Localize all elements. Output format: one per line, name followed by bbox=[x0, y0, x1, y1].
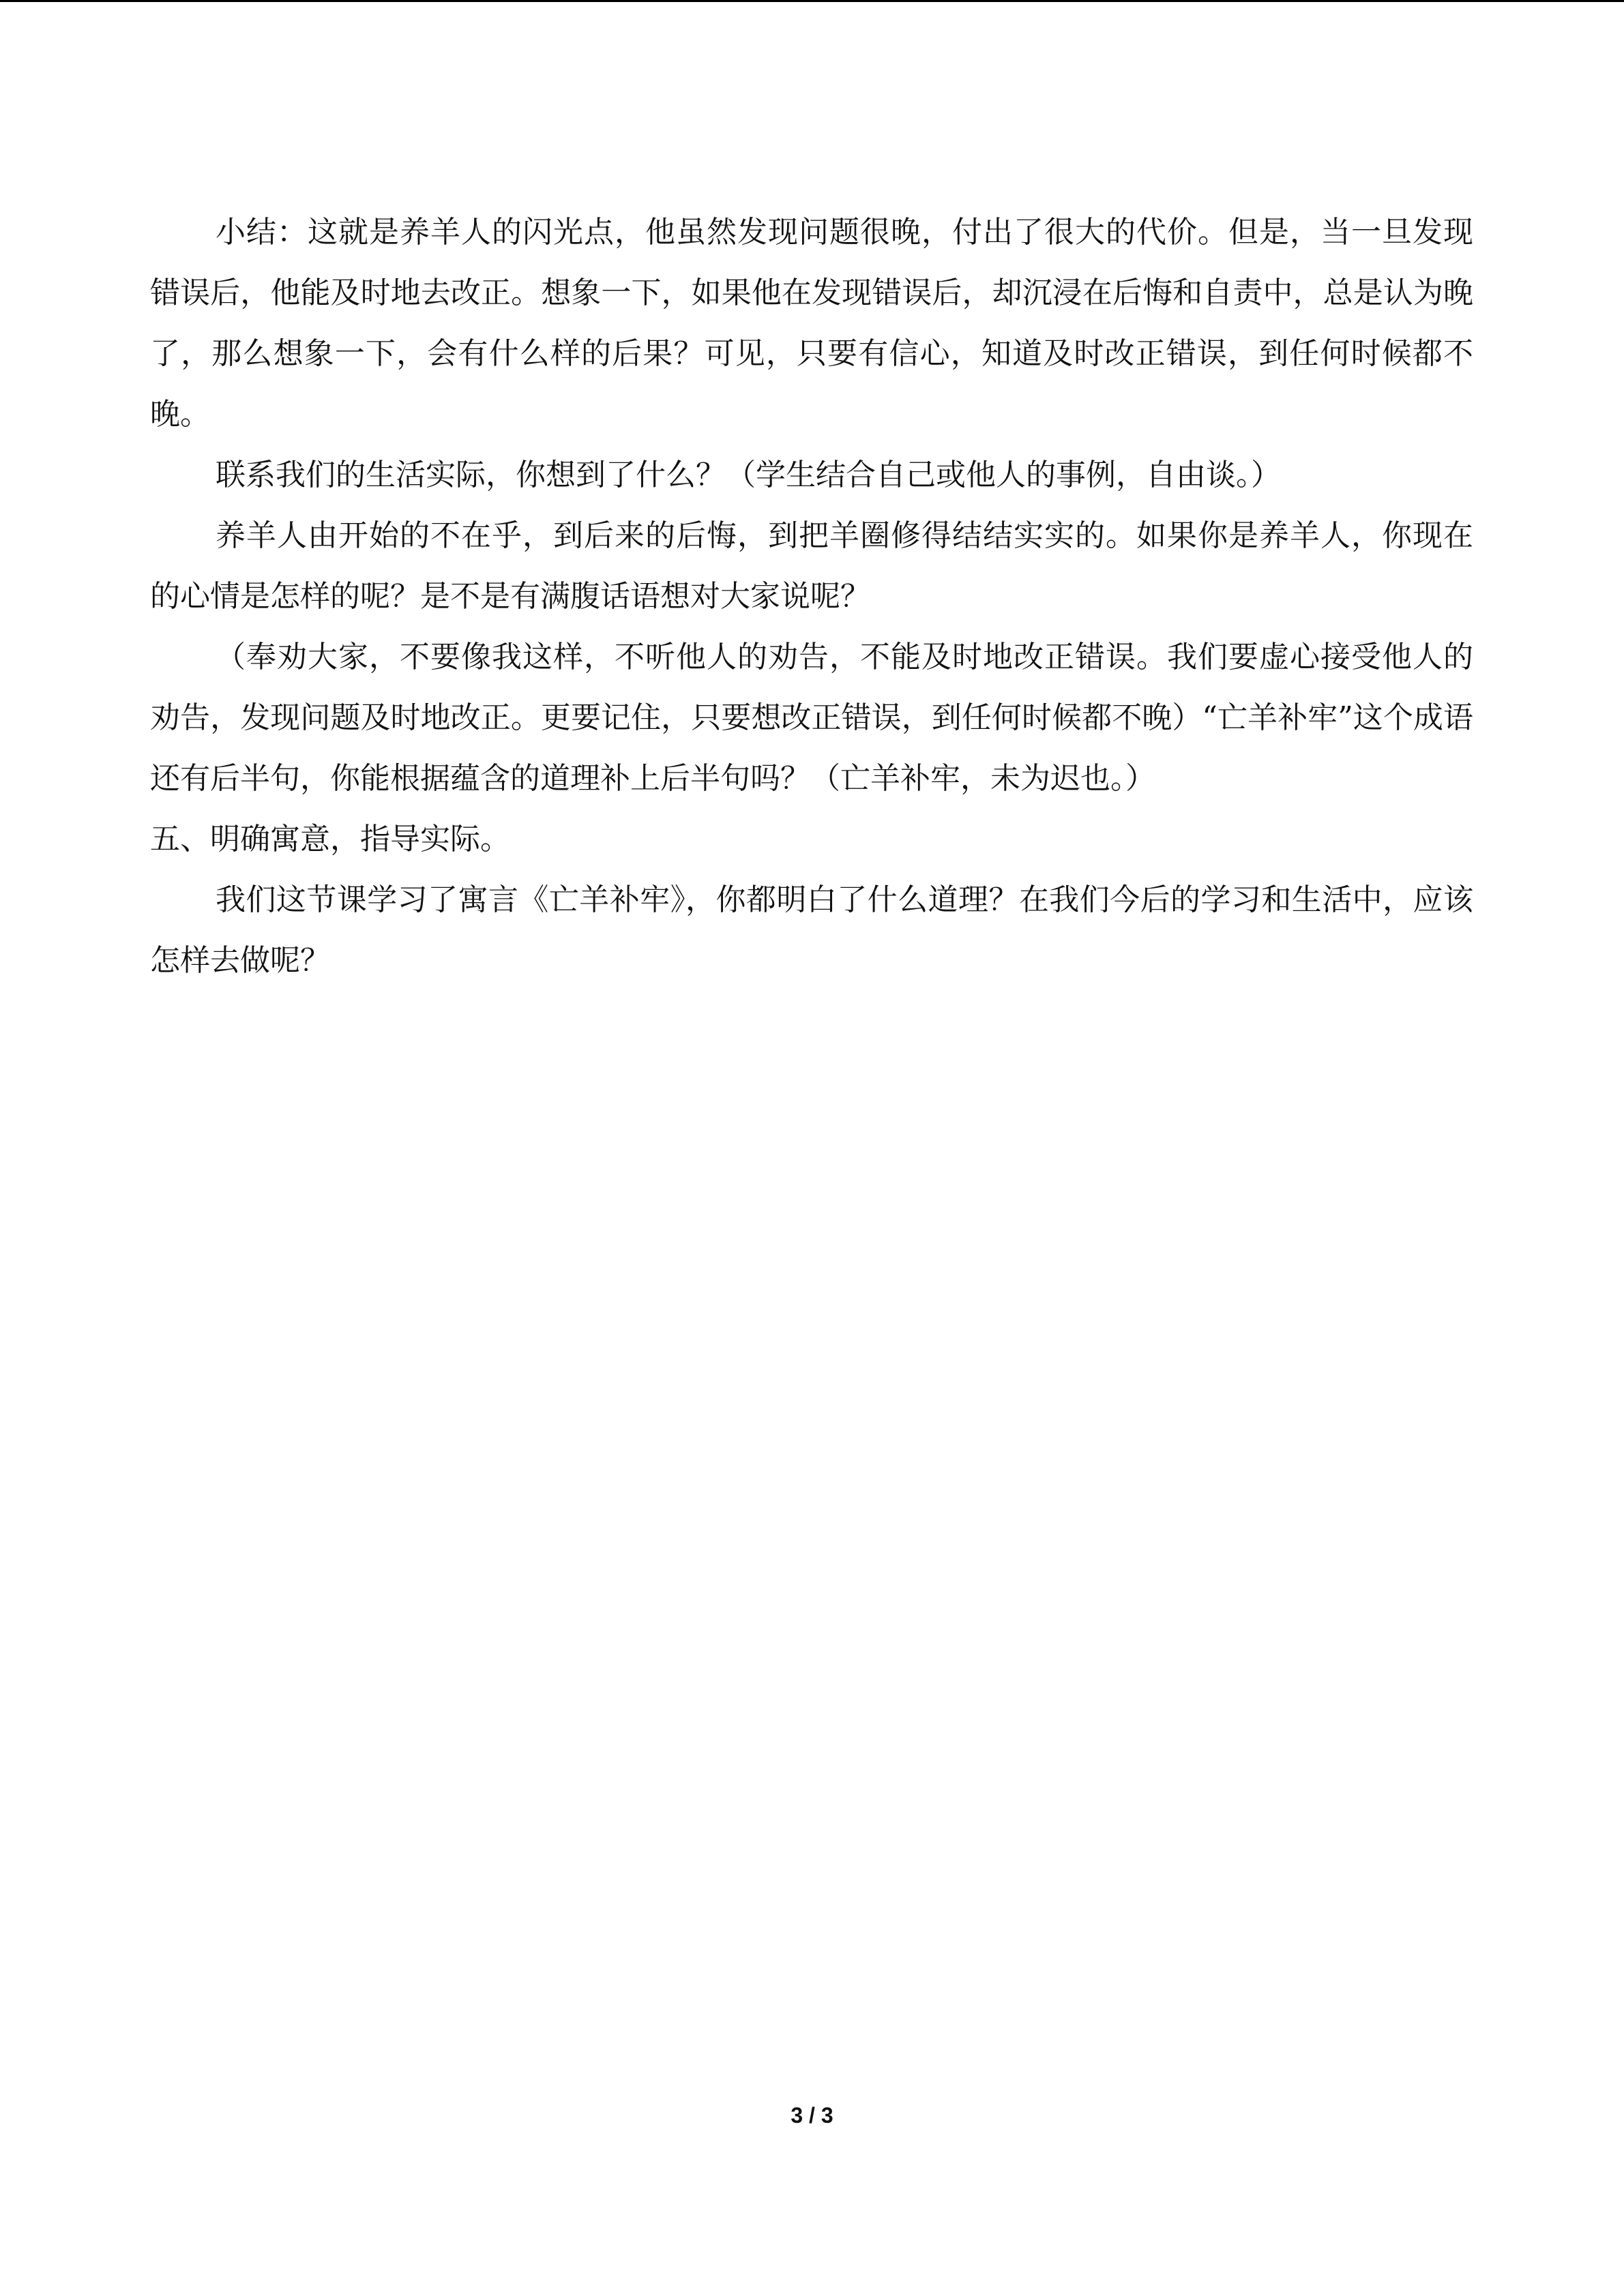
paragraph-shepherd-feelings: 养羊人由开始的不在乎，到后来的后悔，到把羊圈修得结结实实的。如果你是养羊人，你现在的心情是怎样的呢？是不是有满腹话语想对大家说呢？ bbox=[150, 518, 1473, 614]
paragraph-advice: （奉劝大家，不要像我这样，不听他人的劝告，不能及时地改正错误。我们要虚心接受他人的劝告，发现问题及时地改正。更要记住，只要想改正错误，到任何时候都不晚）“亡羊补牢”这个成语还有后半句，你能根据蕴含的道理补上后半句吗？（亡羊补牢，未为迟也。） bbox=[150, 640, 1473, 796]
paragraph-lesson-reflection: 我们这节课学习了寓言《亡羊补牢》，你都明白了什么道理？在我们今后的学习和生活中，应该怎样去做呢？ bbox=[150, 882, 1473, 978]
page-top-border bbox=[0, 0, 1624, 2]
document-body bbox=[150, 202, 1473, 991]
paragraph-summary: 小结：这就是养羊人的闪光点，他虽然发现问题很晚，付出了很大的代价。但是，当一旦发现错误后，他能及时地去改正。想象一下，如果他在发现错误后，却沉浸在后悔和自责中，总是认为晚了，那么想象一下，会有什么样的后果？可见，只要有信心，知道及时改正错误，到任何时候都不晚。 bbox=[150, 215, 1473, 432]
section-heading-five: 五、明确寓意，指导实际。 bbox=[150, 822, 510, 856]
page-number: 3 / 3 bbox=[791, 2103, 833, 2128]
paragraph-real-life-question: 联系我们的生活实际，你想到了什么？（学生结合自己或他人的事例，自由谈。） bbox=[216, 458, 1281, 492]
